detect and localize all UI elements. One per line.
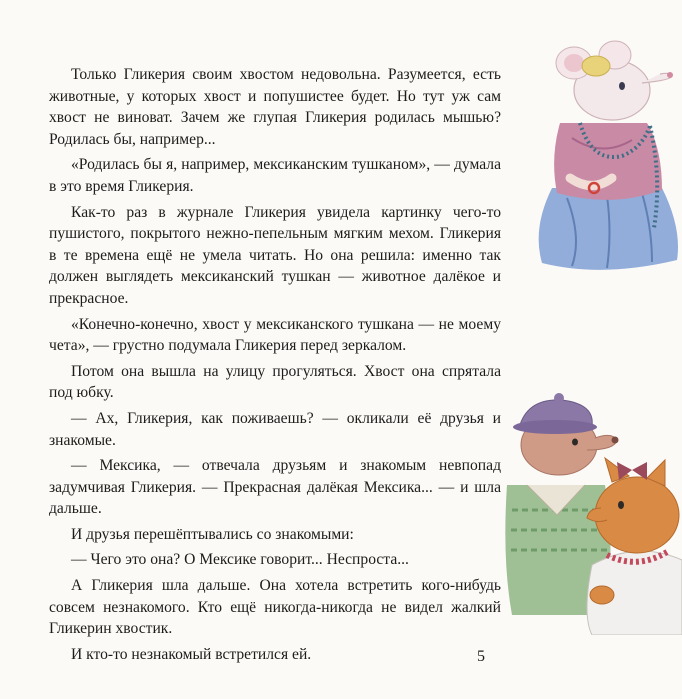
story-text <box>49 64 501 669</box>
shawl <box>554 123 662 200</box>
paragraph: И друзья перешёптывались со знакомыми: <box>71 525 354 543</box>
page-number: 5 <box>477 648 485 665</box>
paragraph: Только Гликерия своим хвостом недовольна. Разумеется, есть животные, у которых хвост и попушистее будет. Но тут уж сам хвост не виноват. Зачем же глупая Гликерия родилась мышью? Родилась бы, например... <box>49 66 501 148</box>
friend-2-head <box>595 477 679 553</box>
paragraph: А Гликерия шла дальше. Она хотела встретить кого-нибудь совсем незнакомого. Кто ещё никогда-никогда не видел жалкий Гликерин хвостик. <box>49 577 501 638</box>
paragraph: — Мексика, — отвечала друзьям и знакомым невпопад задумчивая Гликерия. — Прекрасная далёкая Мексика... — и шла дальше. <box>49 457 501 518</box>
paragraph: Как-то раз в журнале Гликерия увидела картинку чего-то пушистого, покрытого нежно-пепельным мягким мехом. Гликерия в те времена ещё не умела читать. Но она решила: именно так должен выглядеть мексиканский тушкан — животное далёкое и прекрасное. <box>49 203 501 307</box>
paragraph: Потом она вышла на улицу прогуляться. Хвост она спрятала под юбку. <box>49 362 501 402</box>
paragraph: И кто-то незнакомый встретился ей. <box>71 645 312 663</box>
mouse-in-dress-illustration <box>512 28 682 273</box>
paragraph: — Чего это она? О Мексике говорит... Неспроста... <box>71 551 409 569</box>
paragraph: — Ах, Гликерия, как поживаешь? — окликали её друзья и знакомые. <box>49 409 501 449</box>
friends-illustration <box>497 390 682 635</box>
paragraph: «Конечно-конечно, хвост у мексиканского тушкана — не моему чета», — грустно подумала Гликерия перед зеркалом. <box>49 315 501 355</box>
hair-bun <box>582 56 610 76</box>
paragraph: «Родилась бы я, например, мексиканским тушканом», — думала в это время Гликерия. <box>49 156 501 195</box>
